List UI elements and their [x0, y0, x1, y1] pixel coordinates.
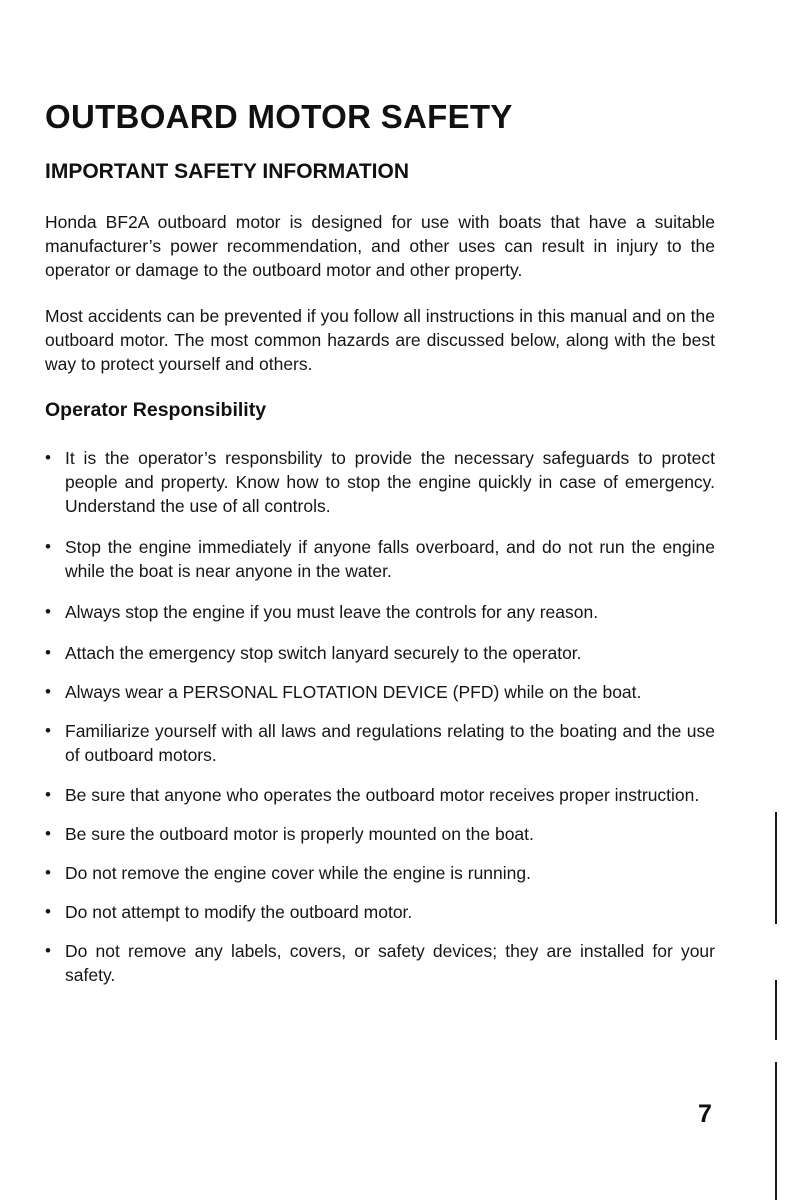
bullet-icon: • — [45, 602, 51, 621]
bullet-icon: • — [45, 682, 51, 701]
list-item-text: Attach the emergency stop switch lanyard securely to the operator. — [65, 643, 582, 663]
list-item-text: Be sure that anyone who operates the outboard motor receives proper instruction. — [65, 785, 700, 805]
list-item — [45, 719, 715, 767]
list-item — [45, 900, 715, 924]
intro-paragraph-1: Honda BF2A outboard motor is designed for use with boats that have a suitable manufacturer’s power recommendation, and other uses can result in injury to the operator or damage to the outboard motor and other property. — [45, 212, 715, 280]
list-item-text: Be sure the outboard motor is properly mounted on the boat. — [65, 824, 534, 844]
list-item — [45, 600, 715, 624]
list-item-text: It is the operator’s responsbility to provide the necessary safeguards to protect people and property. Know how to stop the engine quickly in case of emergency. Understand the use of all controls. — [65, 448, 715, 516]
list-item — [45, 680, 715, 704]
section-subtitle: IMPORTANT SAFETY INFORMATION — [45, 160, 409, 183]
list-item-text: Always wear a PERSONAL FLOTATION DEVICE (PFD) while on the boat. — [65, 682, 642, 702]
list-item — [45, 446, 715, 518]
bullet-icon: • — [45, 941, 51, 960]
page-number: 7 — [698, 1100, 712, 1128]
page-title: OUTBOARD MOTOR SAFETY — [45, 98, 513, 135]
list-item — [45, 861, 715, 885]
intro-paragraph-2: Most accidents can be prevented if you follow all instructions in this manual and on the outboard motor. The most common hazards are discussed below, along with the best way to protect yourself and others. — [45, 306, 715, 374]
page-edge-line — [775, 812, 777, 924]
list-item-text: Do not remove the engine cover while the engine is running. — [65, 863, 531, 883]
list-item-text: Stop the engine immediately if anyone falls overboard, and do not run the engine while the boat is near anyone in the water. — [65, 537, 715, 581]
list-item-text: Familiarize yourself with all laws and regulations relating to the boating and the use of outboard motors. — [65, 721, 715, 765]
list-item — [45, 641, 715, 665]
list-item — [45, 783, 715, 807]
bullet-icon: • — [45, 448, 51, 467]
operator-responsibility-heading: Operator Responsibility — [45, 399, 267, 421]
list-item — [45, 939, 715, 987]
bullet-icon: • — [45, 902, 51, 921]
list-item — [45, 535, 715, 583]
bullet-icon: • — [45, 863, 51, 882]
bullet-icon: • — [45, 824, 51, 843]
list-item-text: Do not attempt to modify the outboard motor. — [65, 902, 413, 922]
page-edge-line — [775, 1062, 777, 1200]
bullet-icon: • — [45, 537, 51, 556]
bullet-icon: • — [45, 643, 51, 662]
list-item — [45, 822, 715, 846]
bullet-icon: • — [45, 785, 51, 804]
list-item-text: Do not remove any labels, covers, or safety devices; they are installed for your safety. — [65, 941, 715, 985]
page-edge-line — [775, 980, 777, 1040]
operator-responsibility-list — [45, 446, 715, 987]
bullet-icon: • — [45, 721, 51, 740]
list-item-text: Always stop the engine if you must leave the controls for any reason. — [65, 602, 599, 622]
